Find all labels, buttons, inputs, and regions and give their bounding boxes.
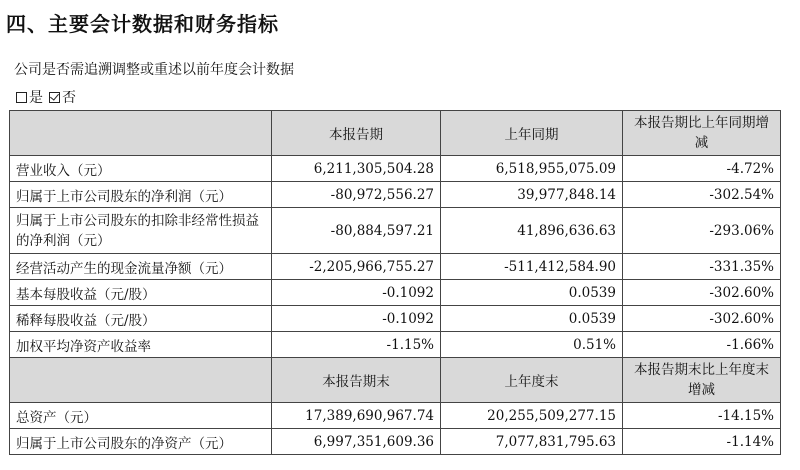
current-value: 17,389,690,967.74 — [272, 403, 441, 429]
restatement-question: 公司是否需追溯调整或重述以前年度会计数据 — [14, 62, 294, 78]
checkbox-no[interactable] — [49, 92, 60, 103]
prior-value: 41,896,636.63 — [441, 208, 623, 254]
table-row — [10, 403, 781, 429]
header-change-year-end: 本报告期末比上年度末增减 — [623, 358, 781, 403]
table-row — [10, 156, 781, 182]
option-no[interactable] — [49, 87, 76, 107]
current-value: 6,997,351,609.36 — [272, 429, 441, 455]
header-period-end: 本报告期末 — [272, 358, 441, 403]
header-prior-year-end: 上年度末 — [441, 358, 623, 403]
row-label: 归属于上市公司股东的扣除非经常性损益的净利润（元） — [10, 208, 272, 254]
prior-value: -511,412,584.90 — [441, 254, 623, 280]
prior-value: 7,077,831,795.63 — [441, 429, 623, 455]
header-blank-cell — [10, 358, 272, 403]
row-label: 营业收入（元） — [10, 156, 272, 182]
header-current-period: 本报告期 — [272, 111, 441, 156]
change-value: -4.72% — [623, 156, 781, 182]
table-row — [10, 429, 781, 455]
change-value: -331.35% — [623, 254, 781, 280]
change-value: -1.66% — [623, 332, 781, 358]
table-row — [10, 332, 781, 358]
section-heading: 四、主要会计数据和财务指标 — [6, 12, 279, 36]
current-value: -0.1092 — [272, 280, 441, 306]
checkbox-yes[interactable] — [16, 92, 27, 103]
header-prior-period: 上年同期 — [441, 111, 623, 156]
table-row — [10, 254, 781, 280]
current-value: -80,972,556.27 — [272, 182, 441, 208]
table-row — [10, 280, 781, 306]
current-value: -80,884,597.21 — [272, 208, 441, 254]
row-label: 归属于上市公司股东的净资产（元） — [10, 429, 272, 455]
header-change: 本报告期比上年同期增减 — [623, 111, 781, 156]
change-value: -293.06% — [623, 208, 781, 254]
prior-value: 0.51% — [441, 332, 623, 358]
row-label: 经营活动产生的现金流量净额（元） — [10, 254, 272, 280]
table-row — [10, 182, 781, 208]
current-value: -0.1092 — [272, 306, 441, 332]
change-value: -302.60% — [623, 280, 781, 306]
current-value: 6,211,305,504.28 — [272, 156, 441, 182]
prior-value: 39,977,848.14 — [441, 182, 623, 208]
table-row — [10, 208, 781, 254]
table-header-row-1 — [10, 111, 781, 156]
restatement-options — [16, 87, 80, 107]
prior-value: 6,518,955,075.09 — [441, 156, 623, 182]
change-value: -302.60% — [623, 306, 781, 332]
change-value: -14.15% — [623, 403, 781, 429]
change-value: -1.14% — [623, 429, 781, 455]
option-yes[interactable] — [16, 87, 43, 107]
current-value: -2,205,966,755.27 — [272, 254, 441, 280]
financial-indicators-table — [9, 110, 781, 455]
row-label: 基本每股收益（元/股） — [10, 280, 272, 306]
table-header-row-2 — [10, 358, 781, 403]
row-label: 稀释每股收益（元/股） — [10, 306, 272, 332]
prior-value: 0.0539 — [441, 306, 623, 332]
change-value: -302.54% — [623, 182, 781, 208]
current-value: -1.15% — [272, 332, 441, 358]
option-no-label: 否 — [62, 90, 76, 106]
prior-value: 0.0539 — [441, 280, 623, 306]
table-row — [10, 306, 781, 332]
prior-value: 20,255,509,277.15 — [441, 403, 623, 429]
row-label: 归属于上市公司股东的净利润（元） — [10, 182, 272, 208]
header-blank-cell — [10, 111, 272, 156]
option-yes-label: 是 — [29, 90, 43, 106]
row-label: 加权平均净资产收益率 — [10, 332, 272, 358]
row-label: 总资产（元） — [10, 403, 272, 429]
